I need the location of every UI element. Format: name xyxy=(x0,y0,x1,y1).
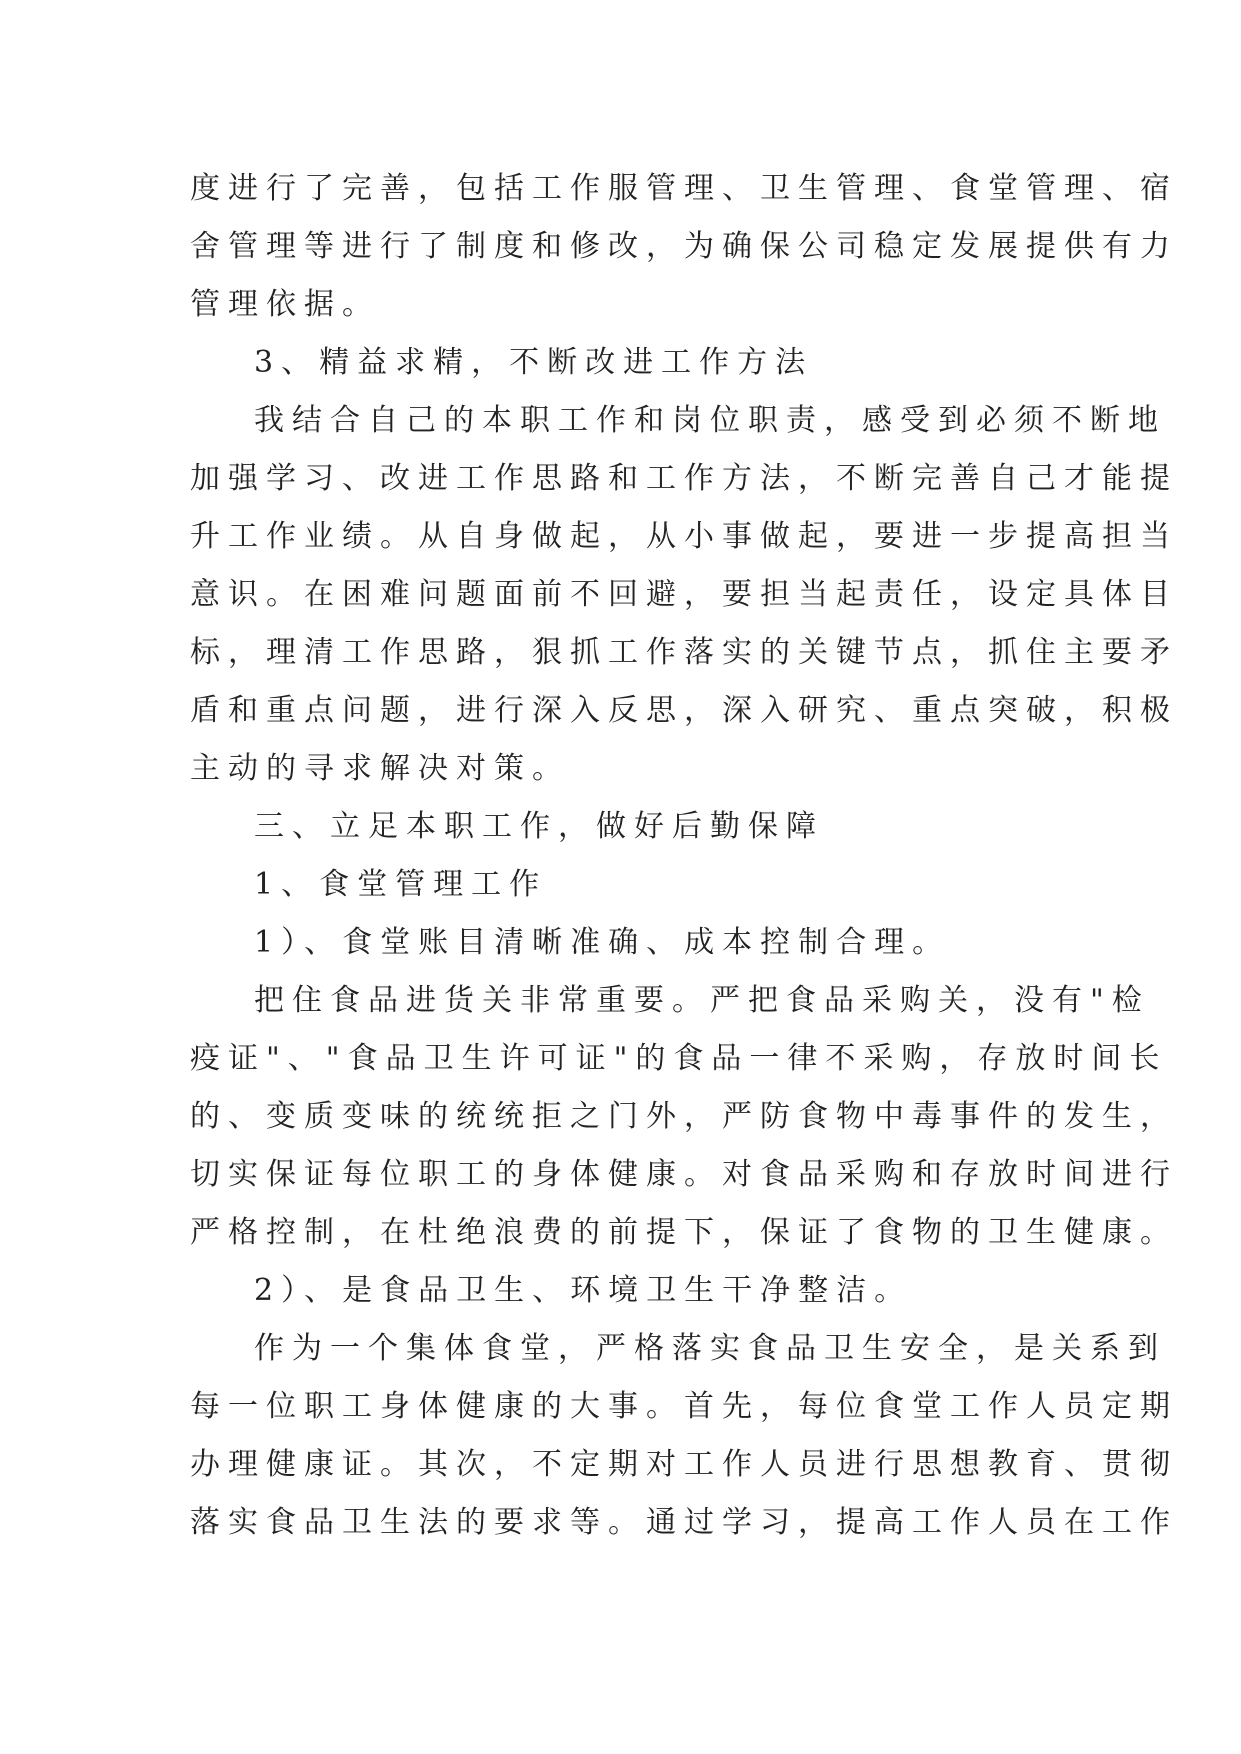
text-line: 标，理清工作思路，狠抓工作落实的关键节点，抓住主要矛 xyxy=(190,635,1178,670)
paragraph-start: 我结合自己的本职工作和岗位职责，感受到必须不断地 xyxy=(254,403,1166,438)
text-line: 意识。在困难问题面前不回避，要担当起责任，设定具体目 xyxy=(190,577,1178,612)
text-line: 的、变质变味的统统拒之门外，严防食物中毒事件的发生， xyxy=(190,1099,1178,1134)
subsection-heading: 2）、是食品卫生、环境卫生干净整洁。 xyxy=(254,1273,913,1308)
paragraph-start: 把住食品进货关非常重要。严把食品采购关，没有"检 xyxy=(254,983,1150,1018)
text-line: 度进行了完善，包括工作服管理、卫生管理、食堂管理、宿 xyxy=(190,171,1178,206)
text-line: 盾和重点问题，进行深入反思，深入研究、重点突破，积极 xyxy=(190,693,1178,728)
text-line: 办理健康证。其次，不定期对工作人员进行思想教育、贯彻 xyxy=(190,1447,1178,1482)
document-body xyxy=(190,160,1178,1552)
text-line: 切实保证每位职工的身体健康。对食品采购和存放时间进行 xyxy=(190,1157,1178,1192)
text-line: 管理依据。 xyxy=(190,287,380,322)
text-line: 严格控制，在杜绝浪费的前提下，保证了食物的卫生健康。 xyxy=(190,1215,1178,1250)
text-line: 加强学习、改进工作思路和工作方法，不断完善自己才能提 xyxy=(190,461,1178,496)
section-heading: 3、精益求精，不断改进工作方法 xyxy=(254,345,814,380)
text-line: 主动的寻求解决对策。 xyxy=(190,751,570,786)
text-line: 每一位职工身体健康的大事。首先，每位食堂工作人员定期 xyxy=(190,1389,1178,1424)
paragraph-start: 作为一个集体食堂，严格落实食品卫生安全，是关系到 xyxy=(254,1331,1166,1366)
section-heading: 三、立足本职工作，做好后勤保障 xyxy=(254,809,824,844)
text-line: 落实食品卫生法的要求等。通过学习，提高工作人员在工作 xyxy=(190,1505,1178,1540)
text-line: 舍管理等进行了制度和修改，为确保公司稳定发展提供有力 xyxy=(190,229,1178,264)
text-line: 升工作业绩。从自身做起，从小事做起，要进一步提高担当 xyxy=(190,519,1178,554)
text-line: 疫证"、"食品卫生许可证"的食品一律不采购，存放时间长 xyxy=(190,1041,1168,1076)
subsection-heading: 1）、食堂账目清晰准确、成本控制合理。 xyxy=(254,925,951,960)
subsection-heading: 1、食堂管理工作 xyxy=(254,867,548,902)
